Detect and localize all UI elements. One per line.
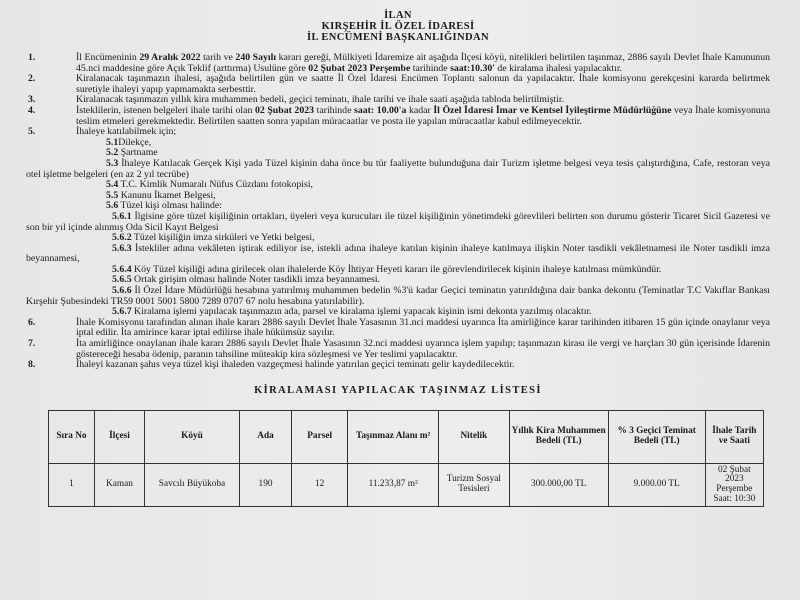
cell-village: Savcılı Büyükoba (145, 463, 240, 506)
cell-parcel: 12 (292, 463, 348, 506)
table-title: KİRALAMASI YAPILACAK TAŞINMAZ LİSTESİ (254, 384, 542, 396)
subitem-5-3 (26, 159, 770, 180)
subitem-text: Şartname (118, 147, 158, 159)
item-number: 4. (28, 104, 36, 116)
subitem-number: 5.4 (106, 179, 119, 191)
item-number: 8. (28, 359, 36, 371)
col-header-annual-rent: Yıllık Kira Muhammen Bedeli (TL) (509, 410, 608, 463)
subitem-number: 5.2 (106, 147, 119, 159)
col-header-quality: Nitelik (439, 410, 509, 463)
col-header-deposit: % 3 Geçici Teminat Bedeli (TL) (608, 410, 705, 463)
col-header-parcel: Parsel (292, 410, 348, 463)
text-part: tarih ve (200, 52, 236, 63)
item-6 (26, 318, 770, 339)
subitem-number: 5.5 (106, 189, 119, 201)
subitem-text: Ortak girişim olması halinde Noter tasdikli imza beyannamesi. (131, 274, 380, 286)
decision-number: 240 Sayılı (235, 52, 277, 63)
col-header-area: Taşınmaz Alanı m² (348, 410, 439, 463)
item-2 (26, 74, 770, 95)
item-text: Kiralanacak taşınmazın yıllık kira muhammen bedeli, geçici teminatı, ihale tarihi ve ihale saati aşağıda tabloda belirtilmiştir. (76, 94, 565, 106)
document-header (26, 10, 770, 43)
subitem-text: İlgisine göre tüzel kişiliğinin ortakları, üyeleri veya kurucuları ile tüzel kişiliğinin yönetimdeki görevlileri belirten son durumu gösterir Ticaret Sicil Gazetesi ve son bir yıl içinde alınmış Oda Sicil Kayıt Belgesi (26, 210, 770, 233)
item-1 (26, 53, 770, 74)
subitem-text: İhaleye Katılacak Gerçek Kişi yada Tüzel kişinin daha önce bu tür faaliyette bulunduğuna dair Turizm işletme belgesi veya tesis çalıştırdığına, Cafe, restoran veya otel işletme belgeleri (en az 2 yıl tecrübe) (26, 157, 770, 180)
text-part: İsteklilerin, istenen belgeleri ihale tarihi olan (76, 104, 255, 116)
item-text: Kiralanacak taşınmazın ihalesi, aşağıda belirtilen gün ve saatte İl Özel İdaresi Encümen Toplantı salonun da yapılacaktır. İhale komisyonu gerekçesini kararda belirtmek suretiyle ihaleyi yapıp yapmamakta serbesttir. (76, 73, 770, 95)
property-list-table (48, 410, 764, 507)
col-header-district: İlçesi (94, 410, 144, 463)
subitem-text: T.C. Kimlik Numaralı Nüfus Cüzdanı fotokopisi, (118, 179, 313, 191)
directorate-name: İl Özel İdaresi İmar ve Kentsel İyileştirme Müdürlüğüne (433, 104, 672, 116)
item-8 (26, 360, 770, 371)
subitem-number: 5.1 (106, 136, 119, 148)
item-text (76, 106, 770, 127)
item-7 (26, 339, 770, 360)
cell-block: 190 (239, 463, 291, 506)
cell-district: Kaman (94, 463, 144, 506)
text-part: tarihinde (410, 62, 451, 74)
header-institution: KIRŞEHİR İL ÖZEL İDARESİ (321, 21, 475, 32)
text-part: veya İhale komisyonuna teslim etmeleri gerekmektedir. Belirtilen saatten sonra yapılan müracaatlar ve posta ile yapılan müracaatlar kabul edilmeyecektir. (76, 104, 771, 127)
header-title: İLAN (384, 10, 412, 21)
subitem-number: 5.6 (106, 200, 119, 212)
subitem-number: 5.6.2 (112, 232, 132, 244)
cell-deposit: 9.000.00 TL (608, 463, 705, 506)
text-part: kararı gereği, Mülkiyeti İdaremize ait aşağıda İlçesi köyü, nitelikleri belirtilen taşınmaz, 2886 sayılı Devlet İhale Kanununun 45.nci maddesine göre Açık Teklif (arttırma) Usulüne göre (76, 52, 770, 74)
subitem-number: 5.6.6 (112, 285, 132, 297)
item-text: İhaleyi kazanan şahıs veya tüzel kişi ihaleden vazgeçmesi halinde yatırılan geçici teminatı gelir kaydedilecektir. (76, 359, 515, 371)
deadline-date: 02 Şubat 2023 (254, 104, 315, 116)
cell-annual-rent: 300.000,00 TL (509, 463, 608, 506)
subitem-number: 5.6.4 (112, 263, 132, 275)
col-header-auction-date: İhale Tarih ve Saati (705, 410, 763, 463)
item-text: İhale Komisyonu tarafından alınan ihale kararı 2886 sayılı Devlet İhale Yasasının 31.nci maddesi uyarınca İta amirliğince karar tarihinden itibaren 15 gün içinde onaylanır veya iptal edilir. İta amirince karar iptal edilirse ihale hükümsüz sayılır. (76, 316, 770, 339)
subitem-text: Tüzel kişi olması halinde: (118, 200, 223, 212)
col-header-village: Köyü (145, 410, 240, 463)
subitem-text: İl Özel İdare Müdürlüğü hesabına yatırılmış muhammen bedelin %3'ü kadar Geçici teminatın yatırıldığına dair banka dekontu (Teminatlar T.C Vakıflar Bankası Kırşehir Şubesindeki TR59 0001 5001 5800 7289 0707 67 nolu hesabına yatırılabilir). (26, 285, 770, 307)
deadline-time: saat: 10.00'a (354, 104, 407, 116)
col-header-no: Sıra No (49, 410, 95, 463)
item-number: 3. (28, 94, 36, 106)
subitem-number: 5.6.5 (112, 274, 132, 286)
auction-time: saat:10.30' (450, 62, 495, 74)
text-part: tarihinde (314, 104, 355, 116)
subitem-number: 5.6.7 (112, 306, 132, 318)
cell-auction-date: 02 Şubat 2023 Perşembe Saat: 10:30 (705, 463, 763, 506)
subitem-number: 5.6.3 (112, 242, 132, 254)
text-part: İl Encümeninin (76, 52, 140, 63)
subitem-text: Tüzel kişiliğin imza sirküleri ve Yetki belgesi, (131, 232, 315, 244)
subitem-5-6-3 (26, 244, 770, 265)
date-text: 29 Aralık 2022 (139, 52, 201, 63)
table-header-row (49, 410, 764, 463)
item-number: 5. (28, 126, 36, 138)
item-number: 6. (28, 316, 36, 328)
item-4 (26, 106, 770, 127)
subitem-text: Kanunu İkamet Belgesi, (118, 189, 216, 201)
subitem-text: Dilekçe, (118, 136, 152, 148)
cell-area: 11.233,87 m² (348, 463, 439, 506)
item-text: İhaleye katılabilmek için; (76, 126, 177, 138)
subitem-5-6-6 (26, 286, 770, 307)
item-number: 2. (28, 73, 36, 85)
text-part: kadar (406, 104, 434, 116)
item-number: 1. (28, 52, 36, 63)
subitem-text: Kiralama işlemi yapılacak taşınmazın ada, parsel ve kiralama işlemi yapacak kişinin ismi dekonta yazılmış olacaktır. (131, 306, 592, 318)
subitem-text: İstekliler adına vekâleten iştirak ediliyor ise, istekli adına ihaleye katılan kişinin ihaleye katılmaya ilişkin Noter tasdikli vekâletnamesi ile Noter tasdikli imza beyannamesi, (26, 242, 770, 265)
announcement-items (26, 53, 770, 371)
text-part: de kiralama ihalesi yapılacaktır. (494, 62, 623, 74)
item-text (76, 53, 770, 74)
cell-no: 1 (49, 463, 95, 506)
subitem-number: 5.3 (106, 157, 119, 169)
table-row (49, 463, 764, 506)
item-number: 7. (28, 338, 36, 350)
subitem-text: Köy Tüzel kişiliği adına girilecek olan ihalelerde Köy İhtiyar Heyeti kararı ile görevlendirilecek kişinin ihaleye katılması mümkündür. (131, 263, 662, 275)
header-department: İL ENCÜMENİ BAŞKANLIĞINDAN (307, 32, 489, 43)
item-text: İta amirliğince onaylanan ihale kararı 2886 sayılı Devlet İhale Yasasının 32.nci maddesi uyarınca işlem yapılıp; taşınmazın kirası ile vergi ve harçları 30 gün içerisinde İdarenin göstereceği hesaba ödenip, paranın tahsiline müteakip kira sözleşmesi ve Yer teslimi yapılacaktır. (76, 338, 770, 360)
auction-date: 02 Şubat 2023 Perşembe (308, 62, 411, 74)
cell-quality: Turizm Sosyal Tesisleri (439, 463, 509, 506)
col-header-block: Ada (239, 410, 291, 463)
subitem-number: 5.6.1 (112, 210, 132, 222)
subitem-5-6-1 (26, 212, 770, 233)
